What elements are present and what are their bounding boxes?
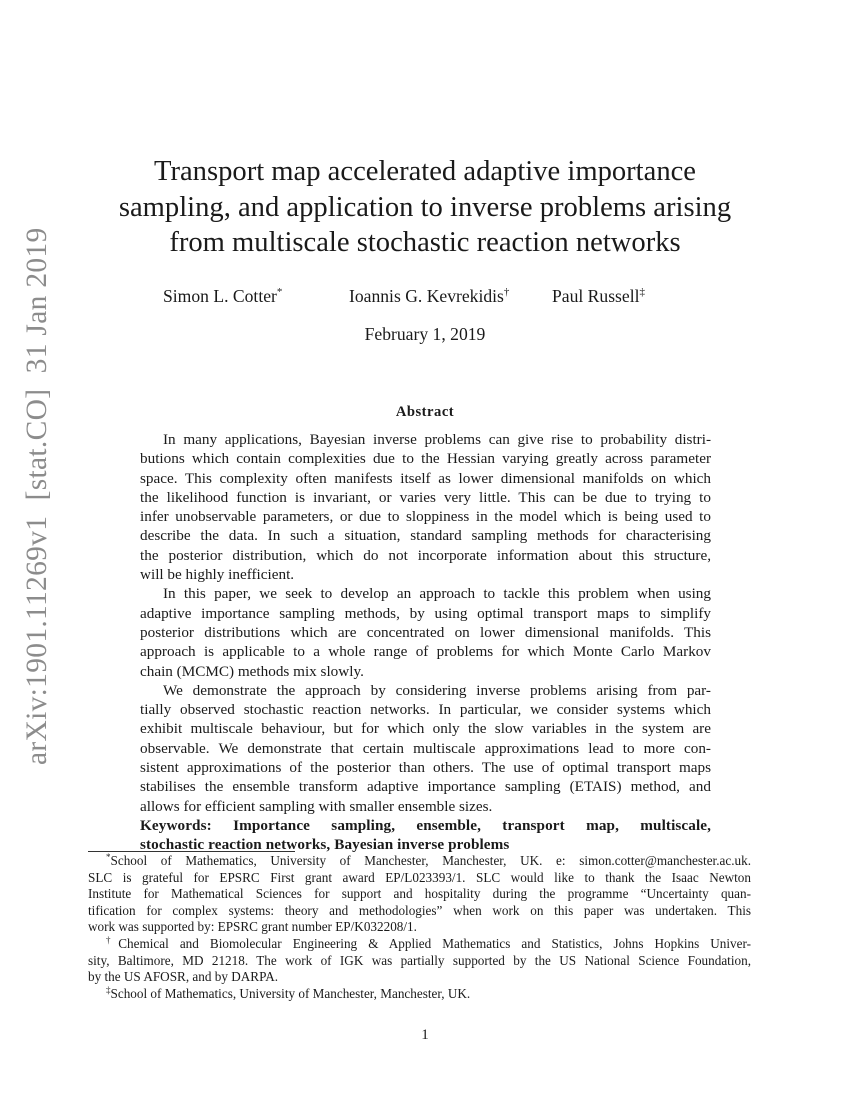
footnote-text: Chemical and Biomolecular Engineering & Applied Mathematics and Statistics, Johns Hopkins Univer- bbox=[118, 935, 752, 951]
abstract-paragraph-1 bbox=[140, 430, 711, 584]
footnote-mark: † bbox=[106, 934, 119, 945]
author-name: Paul Russell bbox=[552, 286, 640, 306]
text-line: adaptive importance sampling methods, by using optimal transport maps to simplify bbox=[140, 604, 711, 622]
text-line: sistent approximations of the posterior than others. The use of optimal transport maps bbox=[140, 759, 711, 777]
author-kevrekidis bbox=[349, 286, 509, 307]
text-line: allows for efficient sampling with smaller ensemble sizes. bbox=[140, 797, 493, 815]
title-line: from multiscale stochastic reaction networks bbox=[169, 227, 681, 258]
abstract-body bbox=[140, 430, 711, 855]
abstract-paragraph-2 bbox=[140, 584, 711, 680]
text-line: exhibit multiscale behaviour, but for which only the slow variables in the system are bbox=[140, 720, 711, 738]
footnote-russell bbox=[88, 986, 751, 1003]
author-russell bbox=[552, 286, 645, 307]
text-line: SLC is grateful for EPSRC First grant award EP/L023393/1. SLC would like to thank the Isaac Newton bbox=[88, 869, 751, 885]
title-line: sampling, and application to inverse problems arising bbox=[118, 191, 732, 223]
abstract-heading: Abstract bbox=[395, 404, 455, 420]
title-line: Transport map accelerated adaptive importance bbox=[154, 156, 696, 187]
footnote-rule bbox=[88, 851, 295, 852]
arxiv-identifier-stamp: arXiv:1901.11269v1 [stat.CO] 31 Jan 2019 bbox=[21, 227, 53, 765]
text-line: observable. We demonstrate that certain multiscale approximations lead to more con- bbox=[140, 739, 711, 757]
text-line: infer unobservable parameters, or due to sloppiness in the model which is being used to bbox=[140, 508, 711, 526]
text-line: chain (MCMC) methods mix slowly. bbox=[140, 662, 364, 680]
footnote-mark: ‡ bbox=[106, 984, 111, 995]
footnote-text: School of Mathematics, University of Manchester, Manchester, UK. bbox=[110, 985, 471, 1001]
author-cotter bbox=[163, 286, 282, 307]
footnote-mark: * bbox=[106, 852, 111, 862]
abstract-paragraph-3 bbox=[140, 681, 711, 816]
text-line: by the US AFOSR, and by DARPA. bbox=[88, 969, 279, 985]
author-name: Simon L. Cotter bbox=[163, 286, 277, 306]
text-line: the posterior distribution, which do not incorporate information about this structure, bbox=[140, 546, 711, 564]
keywords-line: Keywords: Importance sampling, ensemble, transport map, multiscale, bbox=[140, 816, 711, 834]
text-line: space. This complexity often manifests itself as lower dimensional manifolds on which bbox=[140, 469, 711, 487]
text-line: butions which contain complexities due to the Hessian varying greatly across parameter bbox=[140, 450, 711, 468]
text-line: the likelihood function is invariant, or varies very little. This can be due to trying to bbox=[140, 488, 711, 506]
text-line bbox=[88, 986, 751, 1003]
text-line: posterior distributions which are concentrated on lower dimensional manifolds. This bbox=[140, 623, 711, 641]
footnote-kevrekidis bbox=[88, 936, 751, 986]
text-line bbox=[88, 936, 751, 953]
text-line: work was supported by: EPSRC grant number EP/K032208/1. bbox=[88, 919, 417, 935]
text-line: tially observed stochastic reaction networks. In particular, we consider systems which bbox=[140, 701, 711, 719]
author-name: Ioannis G. Kevrekidis bbox=[349, 286, 504, 306]
footnote-mark: * bbox=[276, 286, 283, 298]
text-line: will be highly inefficient. bbox=[140, 566, 295, 584]
keywords-line: stochastic reaction networks, Bayesian inverse problems bbox=[140, 836, 510, 854]
text-line: We demonstrate the approach by considering inverse problems arising from par- bbox=[163, 681, 711, 699]
text-line: stabilises the ensemble transform adaptive importance sampling (ETAIS) method, and bbox=[140, 778, 711, 796]
text-line bbox=[88, 853, 751, 870]
footnote-text: School of Mathematics, University of Manchester, Manchester, UK. e: simon.cotter@manchester.ac.uk. bbox=[110, 853, 751, 868]
text-line: sity, Baltimore, MD 21218. The work of IGK was partially supported by the US National Science Foundation, bbox=[88, 952, 751, 968]
text-line: In many applications, Bayesian inverse problems can give rise to probability distri- bbox=[163, 431, 711, 448]
text-line: In this paper, we seek to develop an approach to tackle this problem when using bbox=[163, 585, 711, 603]
author-list bbox=[0, 286, 850, 310]
keywords bbox=[140, 816, 711, 855]
publication-date: February 1, 2019 bbox=[364, 324, 486, 344]
footnote-cotter bbox=[88, 853, 751, 936]
text-line: tification for complex systems: theory and methodologies” when work on this paper was undertaken. This bbox=[88, 902, 751, 918]
paper-title bbox=[88, 154, 762, 261]
text-line: describe the data. In such a situation, standard sampling methods for characterising bbox=[140, 527, 711, 545]
footnote-mark: † bbox=[503, 286, 510, 298]
footnotes bbox=[88, 853, 751, 1002]
page-number: 1 bbox=[421, 1027, 429, 1043]
text-line: approach is applicable to a whole range of problems for which Monte Carlo Markov bbox=[140, 643, 711, 661]
text-line: Institute for Mathematical Sciences for support and hospitality during the programme “Uncertainty quan- bbox=[88, 886, 751, 902]
footnote-mark: ‡ bbox=[639, 286, 645, 298]
